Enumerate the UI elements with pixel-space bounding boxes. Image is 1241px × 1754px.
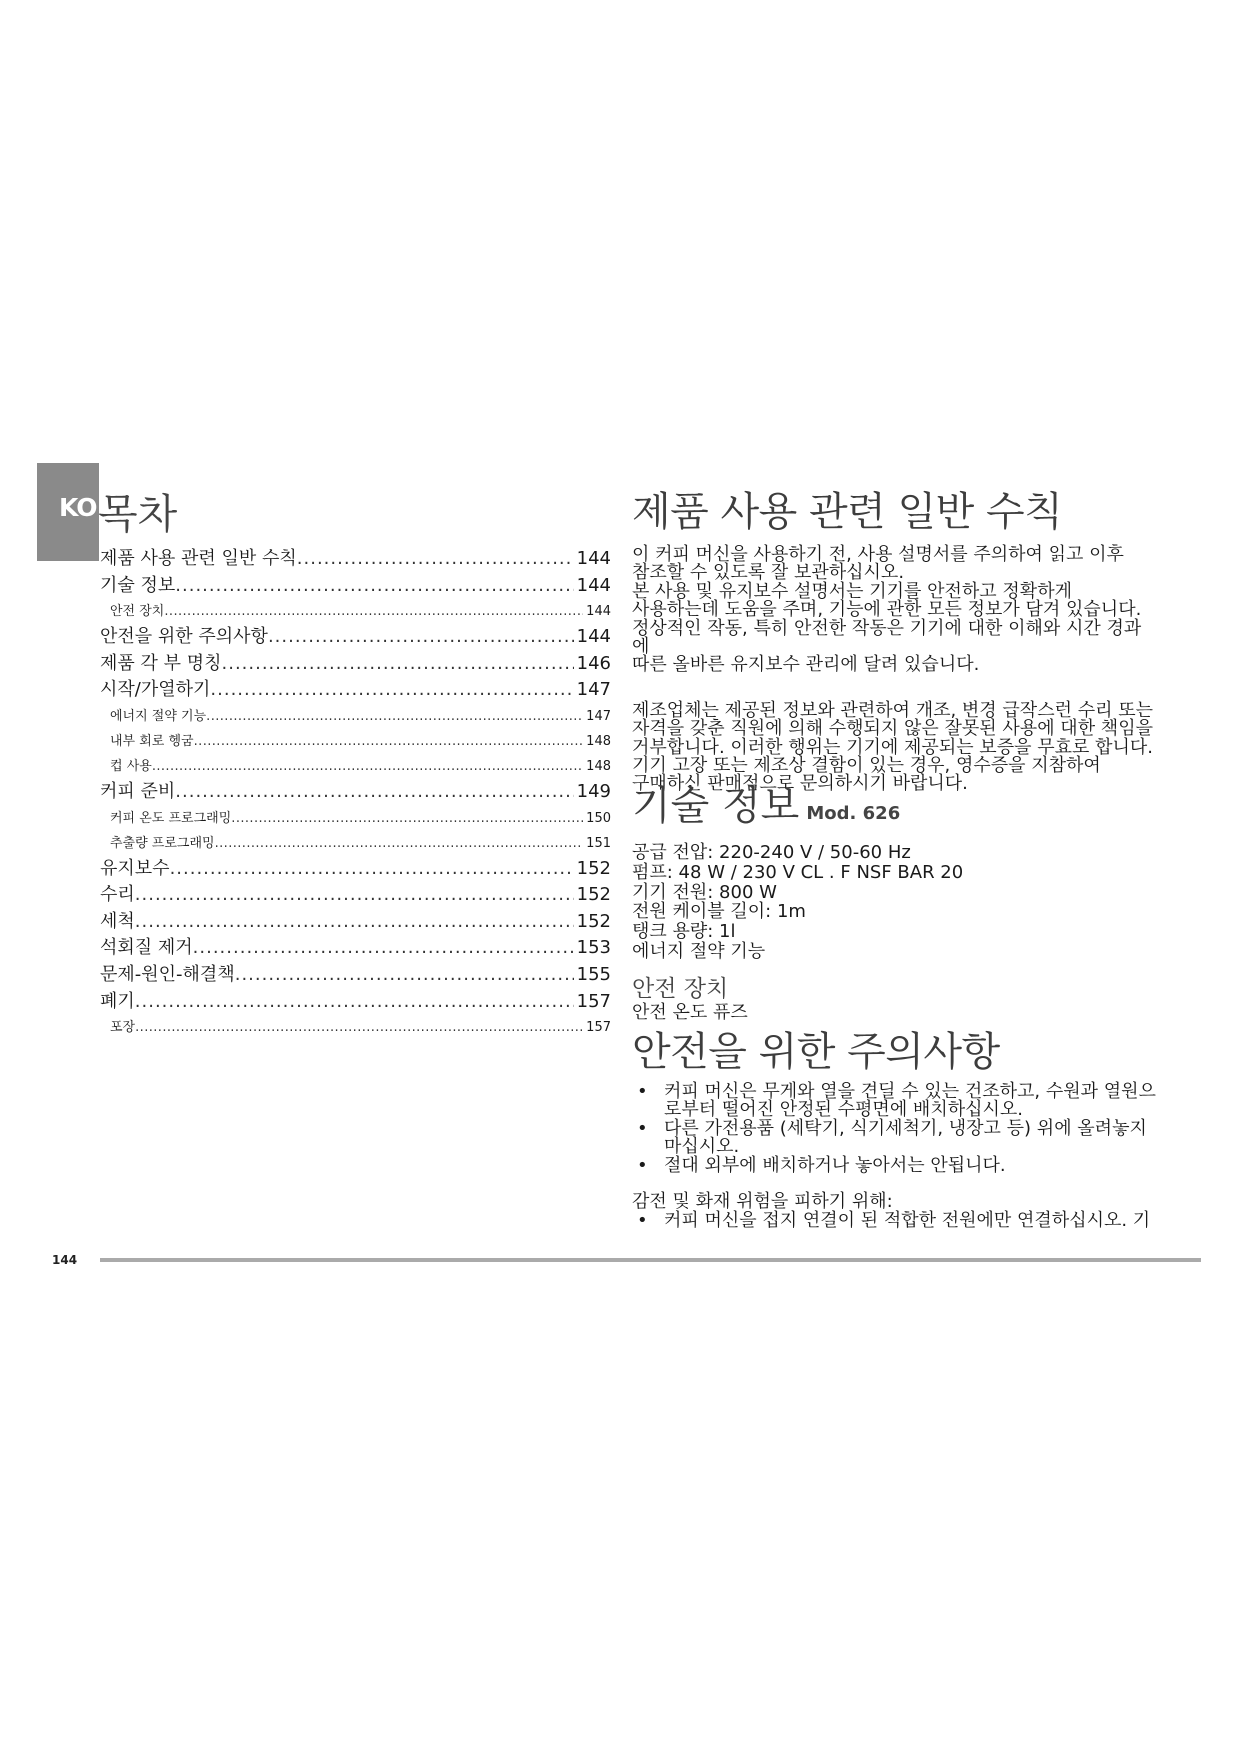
toc-entry-cup[interactable]: 컵 사용 ..... 148 — [100, 754, 611, 779]
general-rules-title: 제품 사용 관련 일반 수칙 — [632, 489, 1063, 535]
precaution-item: • 절대 외부에 배치하거나 놓아서는 안됩니다. — [637, 1154, 1006, 1176]
model-number: Mod. 626 — [806, 803, 901, 824]
toc-entry-repair[interactable]: 수리 ..... 152 — [100, 882, 611, 909]
toc-entry-troubleshooting[interactable]: 문제-원인-해결책 ..... 155 — [100, 962, 611, 989]
fire-risk-heading: 감전 및 화재 위험을 피하기 위해: — [632, 1191, 893, 1212]
toc-entry-energy-saving[interactable]: 에너지 절약 기능 ..... 147 — [100, 704, 611, 729]
general-paragraph-1: 이 커피 머신을 사용하기 전, 사용 설명서를 주의하여 읽고 이후 참조할 수 있도록 잘 보관하십시오. 본 사용 및 유지보수 설명서는 기기를 안전하고 정확하게 사용하는데 도움을 주며, 기능에 관한 모든 정보가 담겨 있습니다. 정상적인 작동, 특히 안전한 작동은 기기에 대한 이해와 시간 경과에 따른 올바른 유지보수 관리에 달려 있습니다. — [632, 544, 1142, 676]
spec-power: 기기 전원: 800 W — [632, 881, 777, 903]
toc-entry-safety-device[interactable]: 안전 장치 ..... 144 — [100, 599, 611, 624]
spec-energy-saving: 에너지 절약 기능 — [632, 940, 766, 962]
toc-entry-maintenance[interactable]: 유지보수 ..... 152 — [100, 856, 611, 883]
tech-specs-list — [632, 843, 1157, 962]
safety-device-title: 안전 장치 — [632, 976, 729, 1002]
fire-risk-list — [632, 1212, 1157, 1230]
toc-entry-temp-programming[interactable]: 커피 온도 프로그래밍 ..... 150 — [100, 806, 611, 831]
toc-entry-descaling[interactable]: 석회질 제거 ..... 153 — [100, 935, 611, 962]
tech-info-title: 기술 정보 — [632, 783, 800, 829]
table-of-contents — [100, 546, 611, 1040]
toc-entry-tech[interactable]: 기술 정보 ..... 144 — [100, 573, 611, 600]
toc-title: 목차 — [98, 490, 178, 538]
precautions-title: 안전을 위한 주의사항 — [632, 1029, 1000, 1075]
toc-entry-cleaning[interactable]: 세척 ..... 152 — [100, 909, 611, 936]
toc-entry-start[interactable]: 시작/가열하기 ..... 147 — [100, 677, 611, 704]
precaution-item: • 다른 가전용품 (세탁기, 식기세척기, 냉장고 등) 위에 올려놓지 마십시오. — [637, 1117, 1147, 1158]
precaution-item: • 커피 머신은 무게와 열을 견딜 수 있는 건조하고, 수원과 열원으 로부터 떨어진 안정된 수평면에 배치하십시오. — [637, 1081, 1156, 1121]
toc-entry-volume-programming[interactable]: 추출량 프로그래밍 ..... 151 — [100, 831, 611, 856]
tech-info-heading — [632, 784, 1157, 828]
toc-entry-rinse[interactable]: 내부 회로 헹굼 ..... 148 — [100, 729, 611, 754]
spec-pump: 펌프: 48 W / 230 V CL . F NSF BAR 20 — [632, 861, 964, 883]
toc-entry-coffee-prep[interactable]: 커피 준비 ..... 149 — [100, 779, 611, 806]
fire-risk-item: • 커피 머신을 접지 연결이 된 적합한 전원에만 연결하십시오. 기 — [637, 1210, 1151, 1231]
toc-entry-precautions[interactable]: 안전을 위한 주의사항 ..... 144 — [100, 624, 611, 651]
toc-entry-general[interactable]: 제품 사용 관련 일반 수칙 ..... 144 — [100, 546, 611, 573]
language-tab: KO — [37, 463, 99, 561]
page-number: 144 — [52, 1253, 78, 1267]
toc-entry-disposal[interactable]: 폐기 ..... 157 — [100, 989, 611, 1016]
spec-tank-capacity: 탱크 용량: 1l — [632, 921, 736, 943]
spec-cable-length: 전원 케이블 길이: 1m — [632, 901, 806, 923]
spec-voltage: 공급 전압: 220-240 V / 50-60 Hz — [632, 842, 911, 863]
general-rules-body — [632, 546, 1157, 794]
general-paragraph-2: 제조업체는 제공된 정보와 관련하여 개조, 변경 급작스런 수리 또는 자격을 갖춘 직원에 의해 수행되지 않은 잘못된 사용에 대한 책임을 거부합니다. 이러한 행위는 기기에 제공되는 보증을 무효로 합니다. 기기 고장 또는 제조상 결함이 있는 경우, 영수증을 지참하여 구매하신 판매점으로 문의하시기 바랍니다. — [632, 699, 1153, 795]
precautions-list — [632, 1083, 1157, 1175]
safety-device-text: 안전 온도 퓨즈 — [632, 1002, 748, 1023]
footer-divider — [100, 1258, 1201, 1262]
toc-entry-packaging[interactable]: 포장 ..... 157 — [100, 1015, 611, 1040]
toc-entry-parts[interactable]: 제품 각 부 명칭 ..... 146 — [100, 651, 611, 678]
